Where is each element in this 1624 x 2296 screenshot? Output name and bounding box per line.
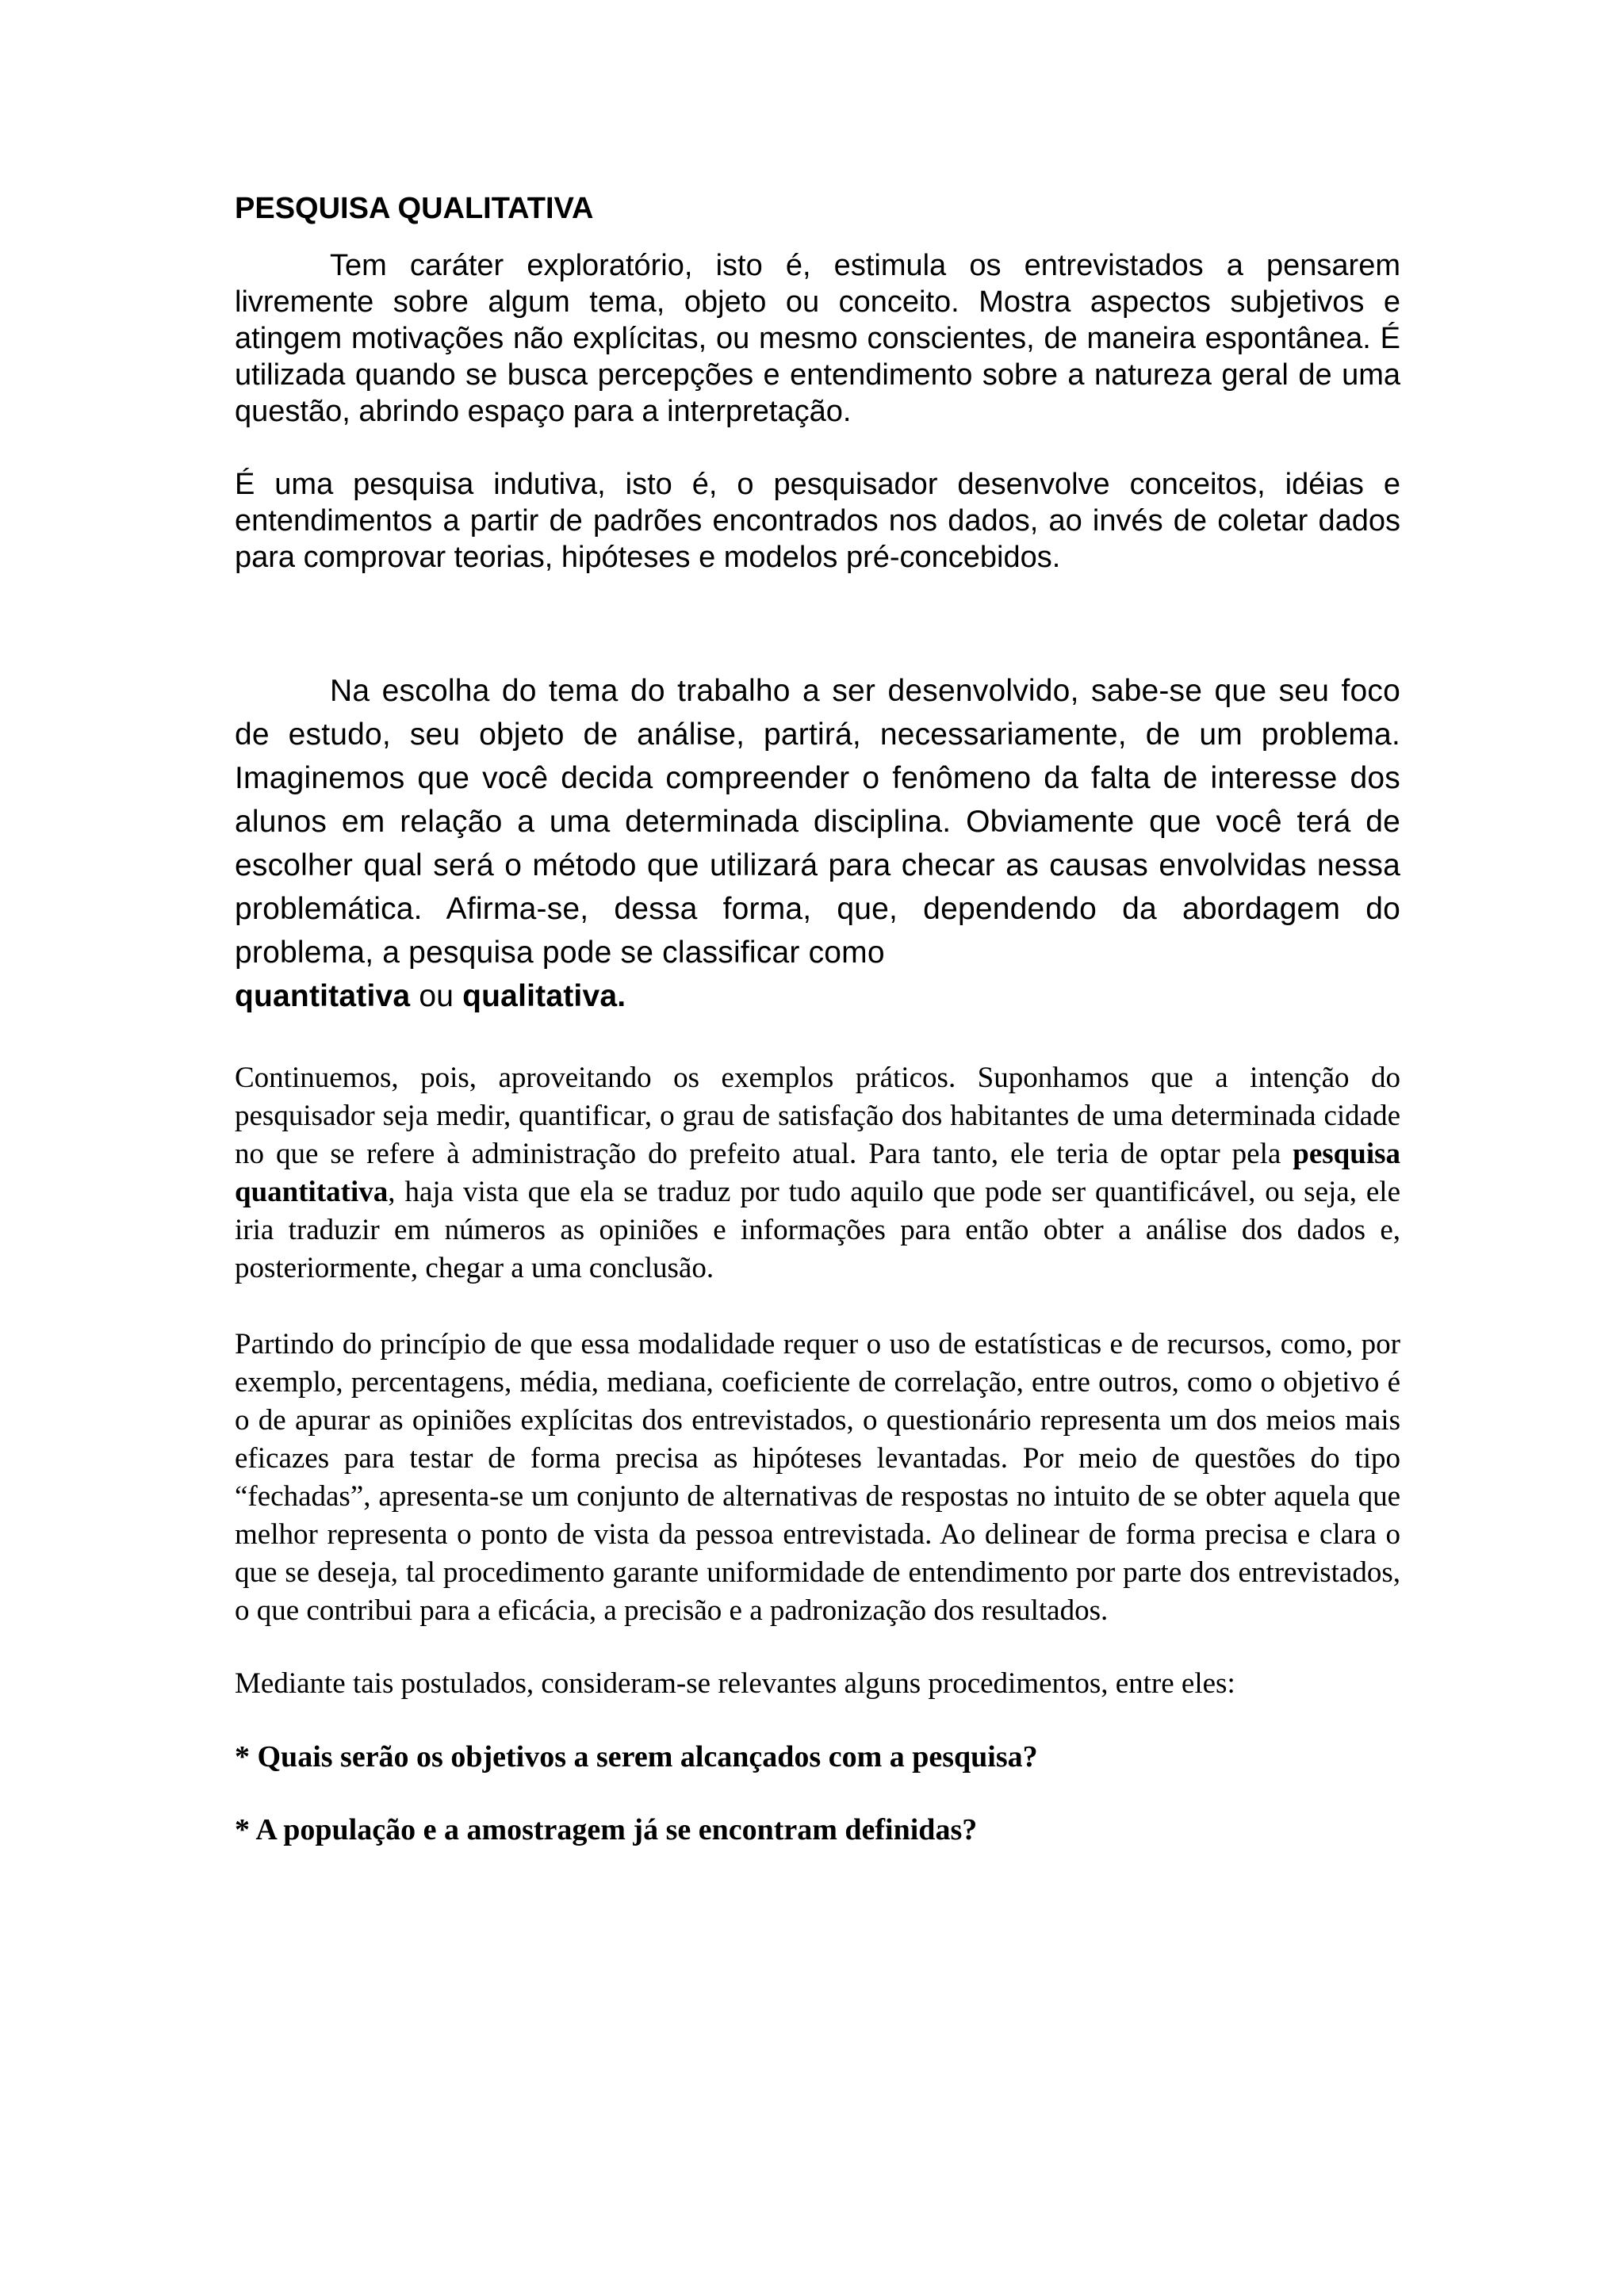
paragraph-theme-text: Na escolha do tema do trabalho a ser desenvolvido, sabe-se que seu foco de estudo, seu objeto de análise, partirá, necessariamente, de um problema. Imaginemos que você decida compreender o fenômeno da falta de interesse dos alunos em relação a uma determinada disciplina. Obviamente que você terá de escolher qual será o método que utilizará para checar as causas envolvidas nessa problemática. Afirma-se, dessa forma, que, dependendo da abordagem do problema, a pesquisa pode se classificar como [235, 674, 1400, 970]
term-qualitativa: qualitativa. [462, 979, 626, 1013]
paragraph-quantitative-example [235, 1059, 1400, 1288]
question-objectives: * Quais serão os objetivos a serem alcançados com a pesquisa? [235, 1740, 1038, 1774]
paragraph-theme-choice [235, 669, 1400, 1018]
paragraph-statistics: Partindo do princípio de que essa modalidade requer o uso de estatísticas e de recursos, como, por exemplo, percentagens, média, mediana, coeficiente de correlação, entre outros, como o objetivo é o de apurar as opiniões explícitas dos entrevistados, o questionário representa um dos meios mais eficazes para testar de forma precisa as hipóteses levantadas. Por meio de questões do tipo “fechadas”, apresenta-se um conjunto de alternativas de respostas no intuito de se obter aquela que melhor representa o ponto de vista da pessoa entrevistada. Ao delinear de forma precisa e clara o que se deseja, tal procedimento garante uniformidade de entendimento por parte dos entrevistados, o que contribui para a eficácia, a precisão e a padronização dos resultados. [235, 1328, 1400, 1627]
question-population-sample: * A população e a amostragem já se encontram definidas? [235, 1813, 978, 1846]
page-title: PESQUISA QUALITATIVA [235, 192, 594, 225]
term-quantitativa: quantitativa [235, 979, 411, 1013]
term-pesquisa-quantitativa: pesquisa quantitativa [235, 1138, 1400, 1208]
word-ou: ou [419, 979, 454, 1013]
document-body [235, 187, 1400, 1849]
paragraph-procedures-intro: Mediante tais postulados, consideram-se relevantes alguns procedimentos, entre eles: [235, 1667, 1235, 1700]
paragraph-exploratory: Tem caráter exploratório, isto é, estimula os entrevistados a pensarem livremente sobre algum tema, objeto ou conceito. Mostra aspectos subjetivos e atingem motivações não explícitas, ou mesmo conscientes, de maneira espontânea. É utilizada quando se busca percepções e entendimento sobre a natureza geral de uma questão, abrindo espaço para a interpretação. [235, 249, 1400, 428]
paragraph-quantitative-after: , haja vista que ela se traduz por tudo aquilo que pode ser quantificável, ou seja, ele iria traduzir em números as opiniões e informações para então obter a análise dos dados e, posteriormente, chegar a uma conclusão. [235, 1176, 1400, 1284]
paragraph-inductive: É uma pesquisa indutiva, isto é, o pesquisador desenvolve conceitos, idéias e entendimentos a partir de padrões encontrados nos dados, ao invés de coletar dados para comprovar teorias, hipóteses e modelos pré-concebidos. [235, 468, 1400, 574]
paragraph-quantitative-before: Continuemos, pois, aproveitando os exemplos práticos. Suponhamos que a intenção do pesquisador seja medir, quantificar, o grau de satisfação dos habitantes de uma determinada cidade no que se refere à administração do prefeito atual. Para tanto, ele teria de optar pela [235, 1062, 1400, 1170]
